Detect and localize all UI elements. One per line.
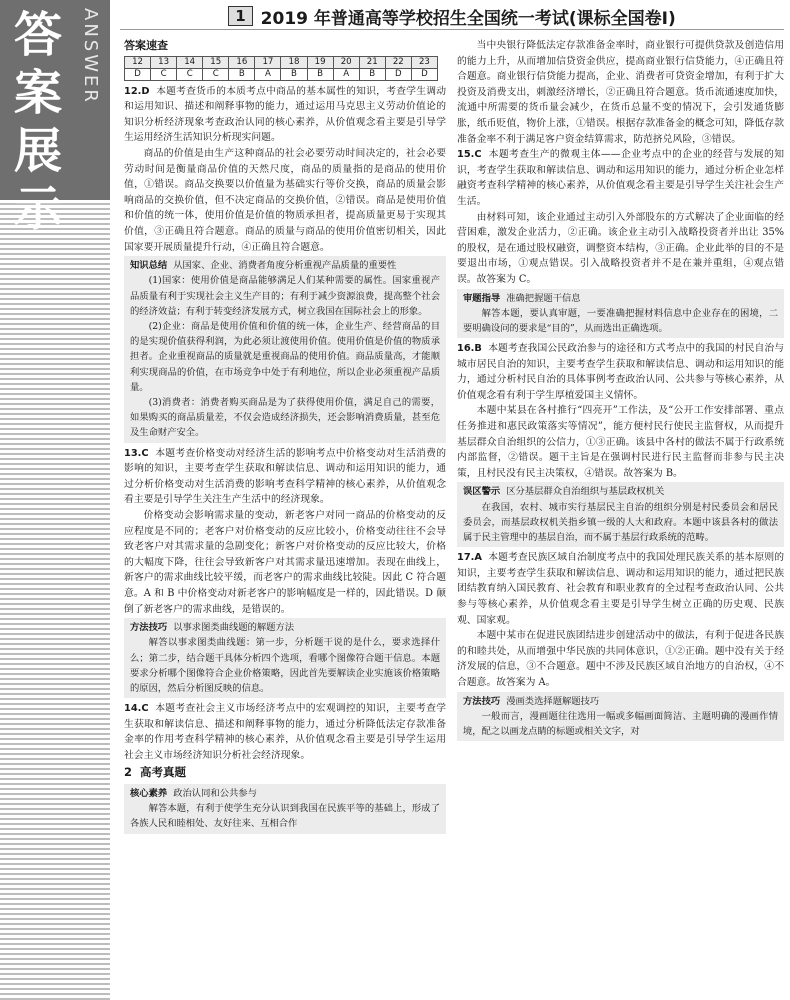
box-paragraph: 在我国，农村、城市实行基层民主自治的组织分别是村民委员会和居民委员会，而基层政权机关指乡镇一级的人大和政府。本题中该县各村的做法属于民主管理中的基层自治，而不属于基层行政系统的范畴。: [463, 501, 778, 544]
q16-para-2: 本题中某县在各村推行“四亮开”工作法，及“公开工作安排部署、重点任务推进和惠民政策落实等情况”，能方便村民行使民主监督权，从而提升基层群众自治组织的公信力，①③正确。该县中各村的做法不属于行政系统内部监督，②错误。题干主旨是在强调村民进行民主监督而非参与民主决策，且村民没有民主决策权，④错误。故答案为 B。: [457, 405, 784, 479]
q16-answer-label: 16.B: [457, 343, 482, 355]
answer-cell: C: [177, 68, 203, 80]
question-number-cell: 16: [229, 56, 255, 68]
method-tips-box: [124, 618, 446, 698]
question-number-cell: 15: [203, 56, 229, 68]
answer-cell: A: [333, 68, 359, 80]
answer-cell: C: [203, 68, 229, 80]
box-title: 方法技巧: [130, 622, 168, 634]
q12-answer-label: 12.D: [124, 85, 150, 97]
q17-para-1: 本题考查民族区域自治制度考点中的我国处理民族关系的基本原则的知识，主要考查学生获取和解读信息、调动和运用知识的能力，通过把民族团结教育纳入国民教育、社会教育和职业教育的全过程考查政治认同、公共参与等核心素养，从价值观念看主要是引导学生树立正确的历史观、民族观、国家观。: [457, 552, 784, 626]
q15-explanation: [457, 147, 784, 209]
section-title: 高考真题: [140, 765, 187, 780]
reading-guide-box: [457, 289, 784, 339]
answer-cell: B: [307, 68, 333, 80]
box-subtitle: 区分基层群众自治组织与基层政权机关: [506, 486, 665, 498]
left-column: [124, 38, 446, 1000]
box-paragraph: (2)企业：商品是使用价值和价值的统一体，企业生产、经营商品的目的是实现价值获得利润，为此必须让渡使用价值。使用价值是价值的物质承担者。企业重视商品的质量就是重视商品的使用价值。商品质量高，才能顺利实现商品的价值，在市场竞争中处于有利地位，所以企业必须重视产品质量。: [130, 320, 440, 393]
sidebar-subtitle: ANSWER: [80, 8, 101, 105]
question-number-cell: 17: [255, 56, 281, 68]
answer-cell: B: [281, 68, 307, 80]
box-paragraph: 解答本题，有利于使学生充分认识到我国在民族平等的基础上，形成了各族人民和睦相处、友好往来、互相合作: [130, 803, 440, 830]
q14-continuation: 当中央银行降低法定存款准备金率时，商业银行可提供贷款及创造信用的能力上升，从而增加信贷资金供应，提高商业银行信贷能力，④正确且符合题意。商业银行信贷能力提高，企业、消费者可贷资金增加，有利于扩大投资及消费支出，刺激经济增长，②正确且符合题意。货币流通速度加快，流通中所需要的货币量会减少，在货币总量不变的情况下，会引发通货膨胀，纸币贬值，物价上涨，①错误。根据存款准备金的概念可知，降低存款准备金率不利于满足客户资金结算需求，防范挤兑风险，③错误。: [457, 40, 784, 145]
q17-para-2: 本题中某市在促进民族团结进步创建活动中的做法，有利于促进各民族的和睦共处，从而增强中华民族的共同体意识，①②正确。题中没有关于经济发展的信息，③不合题意。题中不涉及民族区域自治地方的自治权，④不合题意。故答案为 A。: [457, 630, 784, 689]
box-title: 方法技巧: [463, 695, 501, 707]
answer-cell: D: [411, 68, 437, 80]
q16-para-1: 本题考查我国公民政治参与的途径和方式考点中的我国的村民自治与城市居民自治的知识，主要考查学生获取和解读信息、调动和运用知识的能力，通过分析村民自治的具体事例考查政治认同、公共参与等核心素养，从价值观念看有利于学生厚植爱国主义情怀。: [457, 343, 784, 401]
question-number-cell: 18: [281, 56, 307, 68]
core-literacy-box: [124, 784, 446, 834]
box-paragraph: 一般而言，漫画题往往选用一幅或多幅画面简洁、主题明确的漫画作情境，配之以画龙点睛的标题或相关文字，对: [463, 710, 778, 738]
page-header: [120, 3, 784, 30]
box-paragraph: (1)国家：使用价值是商品能够满足人们某种需要的属性。国家重视产品质量有利于实现社会主义生产目的；有利于减少资源浪费，提高整个社会的经济效益；有利于转变经济发展方式，树立我国在国际社会上的形象。: [130, 275, 440, 317]
answer-cell: D: [385, 68, 411, 80]
sidebar-title: 答案展示: [14, 7, 63, 237]
section-heading: [124, 765, 446, 781]
answer-table-answers-row: [125, 68, 438, 80]
box-paragraph: (3)消费者：消费者购买商品是为了获得使用价值，满足自己的需要，如果购买的商品质量差，不仅会造成经济损失，还会影响消费质量，甚至危及生命财产安全。: [130, 396, 440, 439]
q12-para-1: 本题考查货币的本质考点中商品的基本属性的知识，考查学生调动和运用知识、描述和阐释事物的能力，通过运用马克思主义劳动价值论的知识分析经济现象考查政治认同的核心素养，从价值观念看主要是引导学生运用经济生活知识分析现实问题。: [124, 85, 446, 144]
box-paragraph: 解答以事求图类曲线题：第一步，分析题干说的是什么，要求选择什么；第二步，结合题干具体分析四个选项，看哪个图像符合题干信息。本题要求分析哪个图像符合企业价格策略，因此首先要解读企业实施该价格策略的原因，然后分析图反映的信息。: [130, 637, 440, 694]
box-title: 审题指导: [463, 292, 501, 304]
answer-cell: D: [125, 68, 151, 80]
answer-table-numbers-row: [125, 56, 438, 68]
answer-cell: B: [229, 68, 255, 80]
answer-cell: A: [255, 68, 281, 80]
knowledge-summary-box: [124, 256, 446, 442]
q17-answer-label: 17.A: [457, 552, 482, 564]
misconception-warning-box: [457, 482, 784, 547]
q13-answer-label: 13.C: [124, 447, 149, 459]
q15-para-2: 由材料可知，该企业通过主动引入外部股东的方式解决了企业面临的经营困难，激发企业活力，②正确。该企业主动引入战略投资者并出让 35% 的股权，是在通过股权融资，调整资本结构，③正确。企业此举的目的不是要退出市场，①观点错误。引入战略投资者并不是在兼并重组，④观点错误。故答案为 C。: [457, 211, 784, 285]
box-title: 知识总结: [130, 260, 168, 272]
question-number-cell: 19: [307, 56, 333, 68]
answer-cell: B: [359, 68, 385, 80]
box-subtitle: 漫画类选择题解题技巧: [506, 695, 600, 707]
section-number-badge: 1: [228, 6, 252, 26]
q15-para-1: 本题考查生产的微观主体——企业考点中的企业的经营与发展的知识，考查学生获取和解读信息、调动和运用知识的能力，通过分析企业怎样融资考查科学精神的核心素养，从价值观念看主要是引导学生关注社会生产生活。: [457, 149, 784, 207]
quick-check-title: 答案速查: [124, 39, 168, 52]
right-column: [457, 38, 784, 1000]
q12-para-2: 商品的价值是由生产这种商品的社会必要劳动时间决定的，社会必要劳动时间是衡量商品价值的天然尺度，商品的质量指的是商品的使用价值，①错误。商品交换要以价值量为基础实行等价交换，商品的质量会影响商品的交换价值，但不决定商品的交换价值，②错误。商品是使用价值和价值的统一体，使用价值是价值的物质承担者，提高质量更易于实现其价值，③正确且符合题意。商品的质量与商品的使用价值密切相关，因此国家要开展质量提升行动，④正确且符合题意。: [124, 147, 446, 253]
box-paragraph: 解答本题，要认真审题，一要准确把握材料信息中企业存在的困境，二要明确设问的要求是“目的”，从而选出正确选项。: [463, 307, 778, 334]
question-number-cell: 14: [177, 56, 203, 68]
q13-para-2: 价格变动会影响需求量的变动，新老客户对同一商品的价格变动的反应程度是不同的；老客户对价格变动的反应比较小，价格变动往往不会导致老客户对其需求量的急剧变化；新客户对价格变动的反应比较大，价格的大幅度下降，往往会导致新客户对其需求量迅速增加。表现在曲线上，新客户的需求曲线比较平缓，而老客户的需求曲线比较陡。因此 C 符合题意。A 和 B 中价格变动对新老客户的影响幅度是一样的，因此错误。D 颠倒了新老客户的需求曲线，是错误的。: [124, 509, 446, 615]
q14-answer-label: 14.C: [124, 703, 149, 715]
q14-para-1: 本题考查社会主义市场经济考点中的宏观调控的知识，主要考查学生获取和解读信息、描述和阐释事物的能力，通过分析降低法定存款准备金率的作用考查科学精神的核心素养，从价值观念看主要是引导学生运用社会主义市场经济知识分析社会经济现象。: [124, 703, 446, 761]
question-number-cell: 13: [151, 56, 177, 68]
q14-explanation: [124, 701, 446, 763]
sidebar-banner: [0, 0, 110, 237]
question-number-cell: 21: [359, 56, 385, 68]
box-title: 核心素养: [130, 788, 168, 800]
box-subtitle: 政治认同和公共参与: [173, 788, 257, 800]
question-number-cell: 12: [125, 56, 151, 68]
section-number: 2: [124, 765, 133, 780]
box-title: 误区警示: [463, 486, 501, 498]
q13-explanation: [124, 446, 446, 508]
page-title: 2019 年普通高等学校招生全国统一考试(课标全国卷Ⅰ): [260, 8, 676, 29]
answer-table: [124, 56, 438, 81]
method-tips-box: [457, 692, 784, 742]
box-subtitle: 以事求图类曲线题的解题方法: [173, 622, 295, 634]
q12-explanation: [124, 84, 446, 146]
box-subtitle: 从国家、企业、消费者角度分析重视产品质量的重要性: [173, 260, 397, 272]
question-number-cell: 20: [333, 56, 359, 68]
q17-explanation: [457, 550, 784, 628]
answer-cell: C: [151, 68, 177, 80]
question-number-cell: 23: [411, 56, 437, 68]
sidebar-stripes: [0, 0, 110, 1000]
question-number-cell: 22: [385, 56, 411, 68]
box-subtitle: 准确把握题干信息: [506, 292, 581, 304]
q15-answer-label: 15.C: [457, 149, 482, 161]
q13-para-1: 本题考查价格变动对经济生活的影响考点中价格变动对生活消费的影响的知识，主要考查学生获取和解读信息、调动和运用知识的能力，通过分析价格变动对生活消费的影响考查科学精神的核心素养，从价值观念看主要是引导学生关注生产生活中的经济现象。: [124, 447, 446, 506]
q16-explanation: [457, 341, 784, 403]
